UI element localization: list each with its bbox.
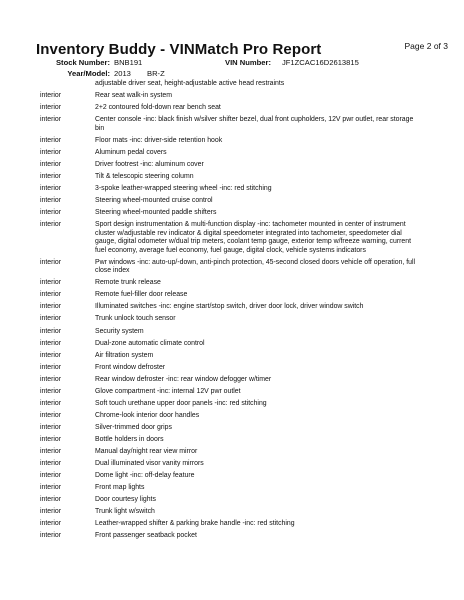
feature-description: Bottle holders in doors [95,435,164,443]
feature-row [0,116,464,133]
feature-description: Air filtration system [95,351,154,359]
vin-label: VIN Number: [225,58,271,67]
feature-category: interior [40,339,62,347]
feature-category: interior [40,220,62,228]
page-number: Page 2 of 3 [404,41,448,51]
feature-row [0,520,464,529]
feature-description: Door courtesy lights [95,495,156,503]
feature-description: adjustable driver seat, height-adjustable active head restraints [95,80,285,87]
feature-category: interior [40,399,62,407]
feature-category: interior [40,532,62,540]
feature-row [0,376,464,385]
feature-category: interior [40,459,62,467]
feature-row [0,149,464,158]
feature-row [0,400,464,409]
stock-row [0,58,464,69]
feature-row [0,80,464,89]
feature-row [0,315,464,324]
feature-description: Dome light -inc: off-delay feature [95,471,195,479]
feature-row [0,291,464,300]
feature-description: Chrome-look interior door handles [95,411,200,419]
year-model-row [0,69,464,80]
feature-row [0,472,464,481]
feature-row [0,279,464,288]
feature-description: Glove compartment -inc: internal 12V pwr outlet [95,387,241,395]
feature-description: Driver footrest -inc: aluminum cover [95,160,204,168]
feature-description: Floor mats -inc: driver-side retention hook [95,136,223,144]
feature-row [0,104,464,113]
feature-description: Dual illuminated visor vanity mirrors [95,459,204,467]
feature-category: interior [40,208,62,216]
feature-description: Tilt & telescopic steering column [95,172,194,180]
feature-description: Remote trunk release [95,279,161,287]
feature-category: interior [40,411,62,419]
feature-row [0,328,464,337]
feature-description: Trunk light w/switch [95,507,155,515]
feature-category: interior [40,507,62,515]
feature-row [0,484,464,493]
feature-row [0,209,464,218]
feature-category: interior [40,435,62,443]
feature-category: interior [40,387,62,395]
feature-row [0,173,464,182]
feature-description: Front passenger seatback pocket [95,532,197,540]
feature-description: Soft touch urethane upper door panels -inc: red stitching [95,399,267,407]
feature-list [0,80,464,544]
feature-row [0,259,464,276]
feature-description: Aluminum pedal covers [95,148,167,156]
feature-row [0,532,464,541]
stock-number-label: Stock Number: [55,58,110,67]
feature-description: Leather-wrapped shifter & parking brake handle -inc: red stitching [95,520,295,527]
feature-category [0,80,95,89]
feature-row [0,303,464,312]
feature-description: Rear seat walk-in system [95,92,172,100]
feature-description: Pwr windows -inc: auto-up/-down, anti-pinch protection, 45-second closed doors vehicle off operation, full close index [95,258,416,275]
feature-row [0,412,464,421]
feature-category: interior [40,447,62,455]
feature-category: interior [40,196,62,204]
feature-description: Front window defroster [95,363,166,371]
feature-category: interior [40,483,62,491]
feature-category: interior [40,104,62,112]
feature-row [0,448,464,457]
feature-row [0,197,464,206]
feature-description: Sport design instrumentation & multi-function display -inc: tachometer mounted in center of instrument cluster w/adjustable rev indicator & digital speedometer integrated into tachometer, speedometer dial gauge, digital odometer w/dual trip meters, coolant temp gauge, exterior temp w/freeze warning, current fuel economy, average fuel economy, fuel gauge, digital clock, vehicle systems indicators [95,220,411,254]
feature-category: interior [40,160,62,168]
feature-row [0,340,464,349]
feature-category: interior [40,520,62,527]
feature-category: interior [40,363,62,371]
feature-row [0,388,464,397]
feature-description: Steering wheel-mounted cruise control [95,196,213,204]
feature-description: Illuminated switches -inc: engine start/stop switch, driver door lock, driver window switch [95,303,364,311]
year-model-label: Year/Model: [67,69,110,78]
feature-description: Silver-trimmed door grips [95,423,172,431]
feature-row [0,137,464,146]
feature-category: interior [40,172,62,180]
feature-row [0,496,464,505]
feature-row [0,436,464,445]
feature-row [0,460,464,469]
feature-row [0,352,464,361]
feature-category: interior [40,495,62,503]
feature-category: interior [40,184,62,192]
stock-number-value: BNB191 [114,58,143,67]
feature-category: interior [40,279,62,287]
feature-row [0,185,464,194]
feature-description: Rear window defroster -inc: rear window defogger w/timer [95,375,272,383]
feature-description: Remote fuel-filler door release [95,291,188,299]
feature-description: Dual-zone automatic climate control [95,339,205,347]
feature-description: 3-spoke leather-wrapped steering wheel -inc: red stitching [95,184,272,192]
feature-category: interior [40,303,62,311]
feature-category: interior [40,327,62,335]
feature-description: Steering wheel-mounted paddle shifters [95,208,217,216]
model-value: BR-Z [147,69,165,78]
vin-value: JF1ZCAC16D2613815 [282,58,359,67]
feature-category: interior [40,315,62,323]
feature-category: interior [40,423,62,431]
feature-category: interior [40,92,62,100]
feature-description: 2+2 contoured fold-down rear bench seat [95,104,221,112]
feature-category: interior [40,258,62,266]
feature-category: interior [40,471,62,479]
feature-category: interior [40,375,62,383]
feature-category: interior [40,351,62,359]
year-value: 2013 [114,69,131,78]
feature-category: interior [40,291,62,299]
feature-row [0,364,464,373]
feature-category: interior [40,136,62,144]
report-title: Inventory Buddy - VINMatch Pro Report [36,41,322,58]
feature-description: Security system [95,327,144,335]
feature-description: Manual day/night rear view mirror [95,447,198,455]
feature-category: interior [40,116,62,124]
feature-row [0,424,464,433]
feature-row [0,221,464,255]
feature-category: interior [40,148,62,156]
feature-row [0,508,464,517]
feature-description: Center console -inc: black finish w/silver shifter bezel, dual front cupholders, 12V pwr outlet, rear storage bin [95,116,414,132]
feature-row [0,161,464,170]
feature-description: Trunk unlock touch sensor [95,315,176,323]
feature-description: Front map lights [95,483,145,491]
feature-row [0,92,464,101]
